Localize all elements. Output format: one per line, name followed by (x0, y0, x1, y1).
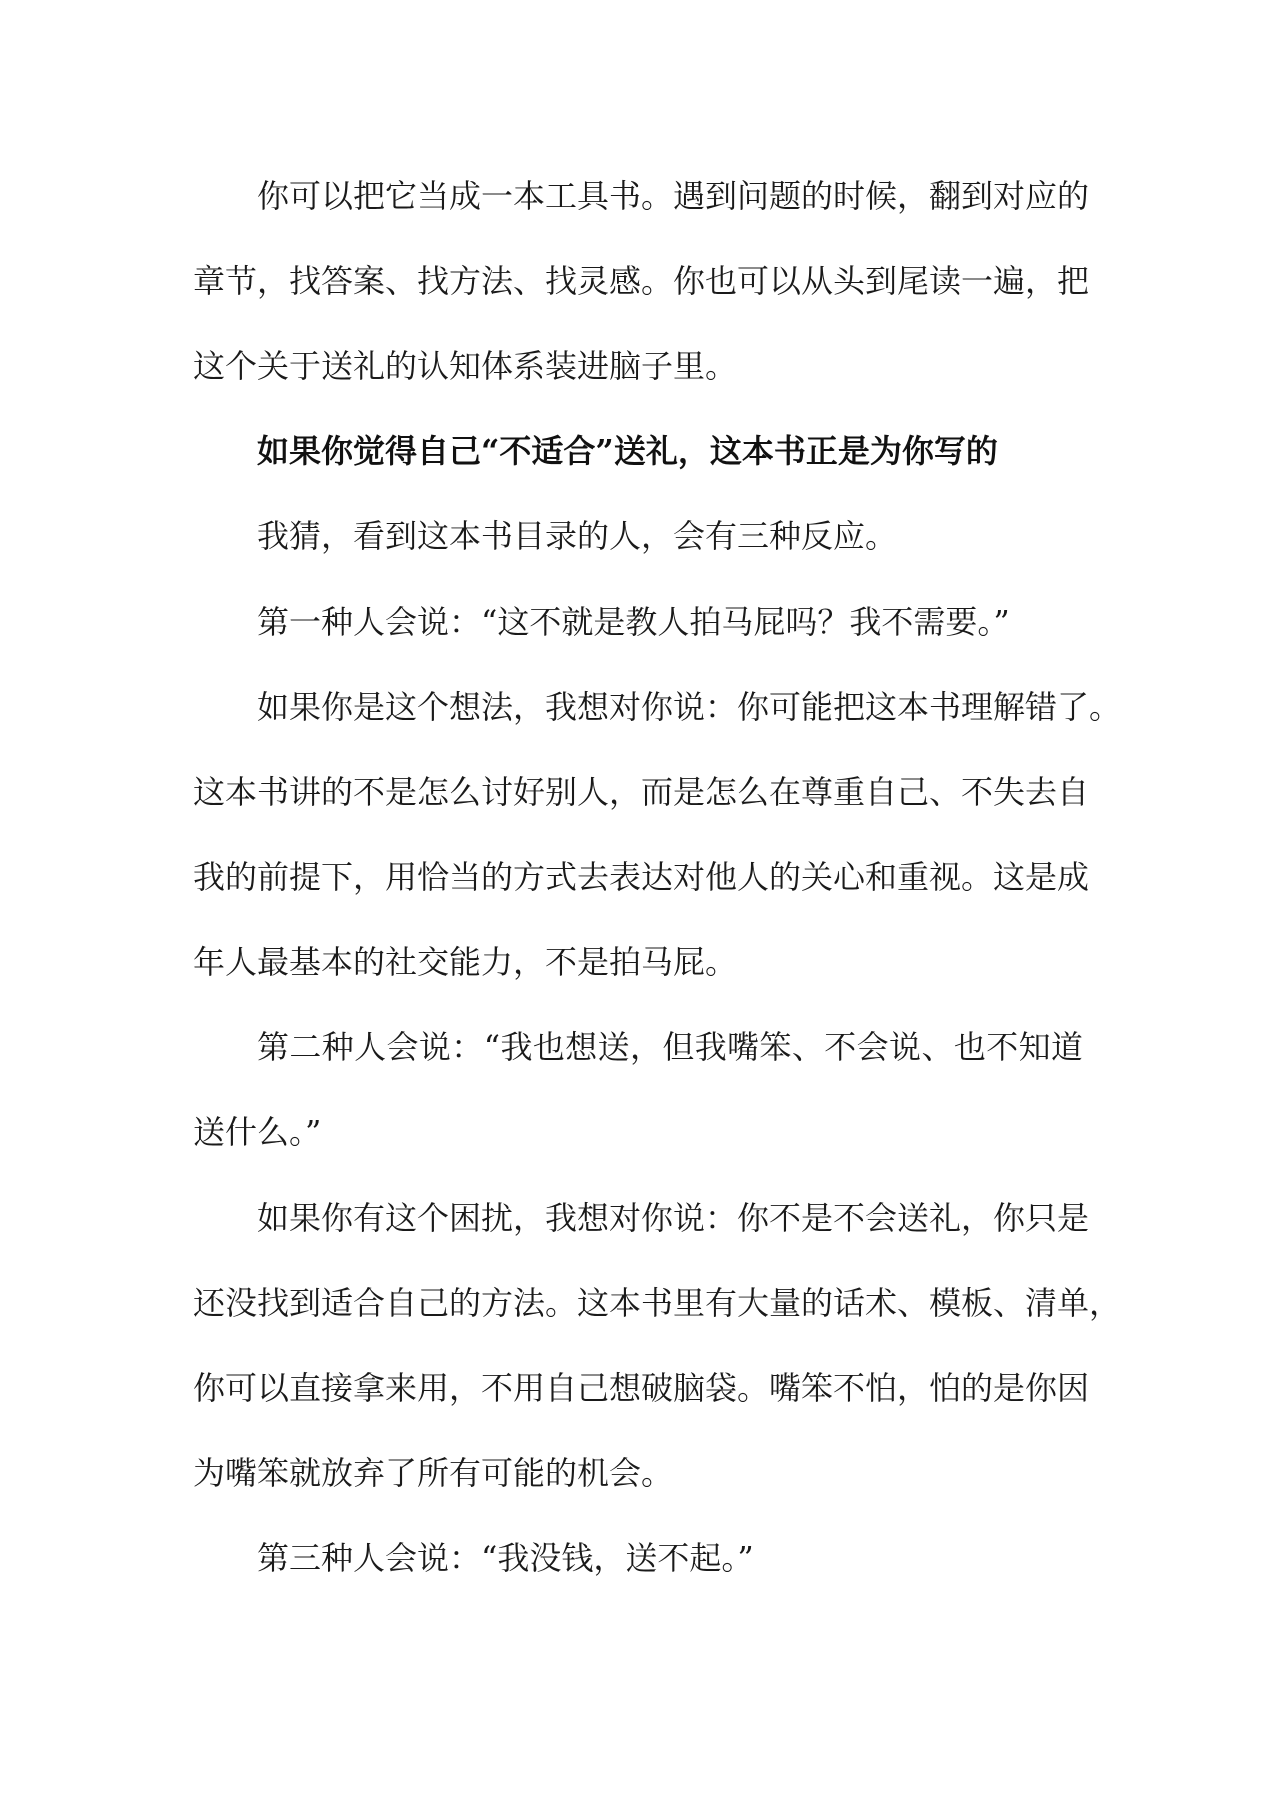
paragraph-6-line-1: 如果你有这个困扰，我想对你说：你不是不会送礼，你只是 (257, 1199, 1090, 1237)
section-heading: 如果你觉得自己“不适合”送礼，这本书正是为你写的 (257, 432, 998, 470)
paragraph-1-line-2: 章节，找答案、找方法、找灵感。你也可以从头到尾读一遍，把 (193, 262, 1090, 300)
paragraph-5-line-1: 第二种人会说：“我也想送，但我嘴笨、不会说、也不知道 (257, 1028, 1083, 1066)
paragraph-7-line-1: 第三种人会说：“我没钱，送不起。” (257, 1539, 754, 1577)
paragraph-2-line-1: 我猜，看到这本书目录的人，会有三种反应。 (257, 517, 898, 555)
paragraph-4-line-2: 这本书讲的不是怎么讨好别人，而是怎么在尊重自己、不失去自 (193, 773, 1090, 811)
paragraph-5-line-2: 送什么。” (193, 1113, 322, 1151)
paragraph-1-line-1: 你可以把它当成一本工具书。遇到问题的时候，翻到对应的 (257, 177, 1090, 215)
paragraph-6-line-4: 为嘴笨就放弃了所有可能的机会。 (193, 1454, 674, 1492)
paragraph-3-line-1: 第一种人会说：“这不就是教人拍马屁吗？我不需要。” (257, 603, 1010, 641)
paragraph-1-line-3: 这个关于送礼的认知体系装进脑子里。 (193, 347, 738, 385)
paragraph-6-line-2: 还没找到适合自己的方法。这本书里有大量的话术、模板、清单， (193, 1284, 1122, 1322)
paragraph-4-line-1: 如果你是这个想法，我想对你说：你可能把这本书理解错了。 (257, 688, 1122, 726)
paragraph-4-line-3: 我的前提下，用恰当的方式去表达对他人的关心和重视。这是成 (193, 858, 1090, 896)
paragraph-6-line-3: 你可以直接拿来用，不用自己想破脑袋。嘴笨不怕，怕的是你因 (193, 1369, 1090, 1407)
paragraph-4-line-4: 年人最基本的社交能力，不是拍马屁。 (193, 943, 738, 981)
